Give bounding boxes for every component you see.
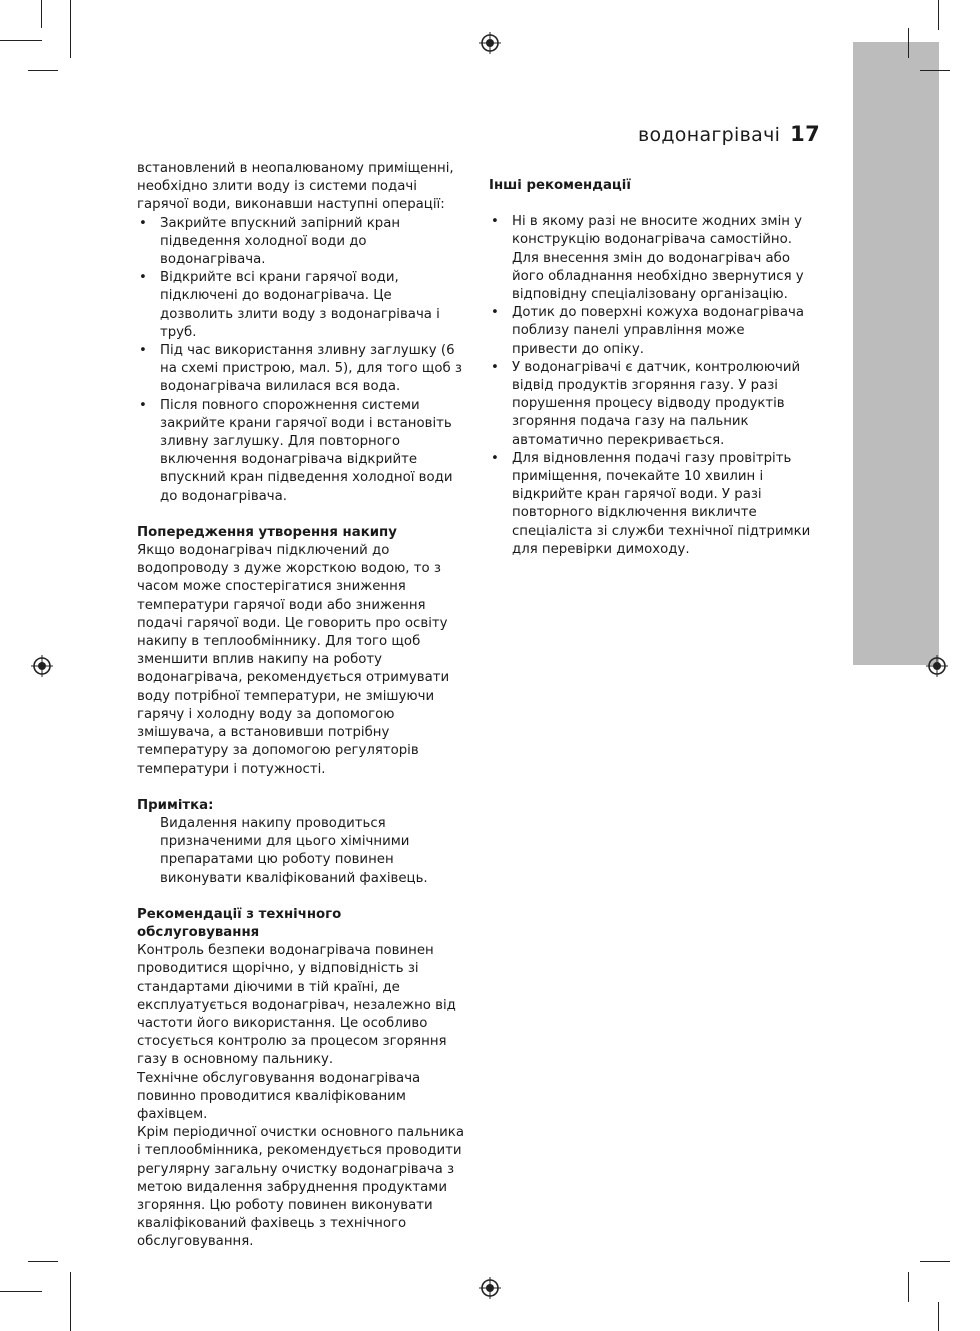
list-item: • Ні в якому разі не вносите жодних змін у конструкцію водонагрівача самостійно. Для внесення змін до водонагрівач або його обладнання необхідно звернутися у відповідну спеціалізовану організацію. [489,213,814,304]
list-item: • Закрийте впускний запірний кран підведення холодної води до водонагрівача. [137,215,467,270]
scale-heading: Попередження утворення накипу [137,524,397,540]
intro-text: встановлений в неопалюваному приміщенні, необхідно злити воду із системи подачі гарячої води, виконавши наступні операції: [137,161,454,213]
crop-mark [908,1272,909,1302]
crop-mark [41,0,42,28]
list-item: • Дотик до поверхні кожуха водонагрівача поблизу панелі управління може привести до опіку. [489,304,814,359]
list-item: • Після повного спорожнення системи закрийте крани гарячої води і встановіть зливну заглушку. Для повторного включення водонагрівача відкрийте впускний кран підведення холодної води до водонагрівача. [137,397,467,506]
crop-mark [920,1261,950,1262]
maintenance-paragraph: Контроль безпеки водонагрівача повинен проводитися щорічно, у відповідність зі стандартами діючими в тій країні, де експлуатується водонагрівач, незалежно від частоти його використання. Це особливо стосується контролю за процесом згоряння газу в основному пальнику. [137,943,456,1068]
crop-mark [908,28,909,58]
list-item: • Відкрийте всі крани гарячої води, підключені до водонагрівача. Це дозволить злити воду з водонагрівача і труб. [137,269,467,342]
registration-mark-icon [479,1277,501,1299]
registration-mark-icon [479,32,501,54]
scale-text: Якщо водонагрівач підключений до водопроводу з дуже жорсткою водою, то з часом може спостерігатися зниження температури гарячої води або зниження подачі гарячої води. Це говорить про освіту накипу в теплообміннику. Для того щоб зменшити вплив накипу на роботу водонагрівача, рекомендується отримувати воду потрібної температури, не змішуючи гарячу і холодну воду за допомогою змішувача, а встановивши потрібну температуру за допомогою регуляторів температури і потужності. [137,543,450,777]
registration-mark-icon [926,655,948,677]
list-item: • Під час використання зливну заглушку (6 на схемі пристрою, мал. 5), для того щоб з водонагрівача вилилася вся вода. [137,342,467,397]
note-heading: Примітка: [137,797,214,813]
drain-steps-list [137,215,467,506]
crop-mark [0,40,42,41]
maintenance-paragraph: Технічне обслуговування водонагрівача повинно проводитися кваліфікованим фахівцем. [137,1070,421,1122]
crop-mark [0,1291,42,1292]
crop-mark [28,70,58,71]
list-item: • У водонагрівачі є датчик, контролюючий відвід продуктів згоряння газу. У разі порушення процесу відводу продуктів згоряння подача газу на пальник автоматично перекривається. [489,359,814,450]
other-recommendations-heading: Інші рекомендації [489,178,631,193]
crop-mark [70,0,71,58]
crop-mark [938,0,939,30]
page-title: водонагрівачі [637,124,781,146]
crop-mark [938,1302,939,1331]
crop-mark [28,1261,58,1262]
page-header [638,122,820,146]
crop-mark [70,1272,71,1331]
left-column [137,160,467,1252]
recommendations-list [489,213,814,559]
list-item: • Для відновлення подачі газу провітріть приміщення, почекайте 10 хвилин і відкрийте кран гарячої води. У разі повторного відключення викличте спеціаліста зі служби технічної підтримки для перевірки димоходу. [489,450,814,559]
crop-mark [920,70,950,71]
page-number: 17 [790,122,820,146]
registration-mark-icon [31,655,53,677]
maintenance-heading: Рекомендації з технічного обслуговування [137,906,342,940]
note-text: Видалення накипу проводиться призначеними для цього хімічними препаратами цю роботу повинен виконувати кваліфікований фахівець. [160,815,428,886]
maintenance-paragraph: Крім періодичної очистки основного пальника і теплообмінника, рекомендується проводити регулярну загальну очистку водонагрівача з метою видалення забруднення продуктами згоряння. Цю роботу повинен виконувати кваліфікований фахівець з технічного обслуговування. [137,1125,464,1250]
side-tab [853,42,939,665]
right-column [489,177,814,559]
